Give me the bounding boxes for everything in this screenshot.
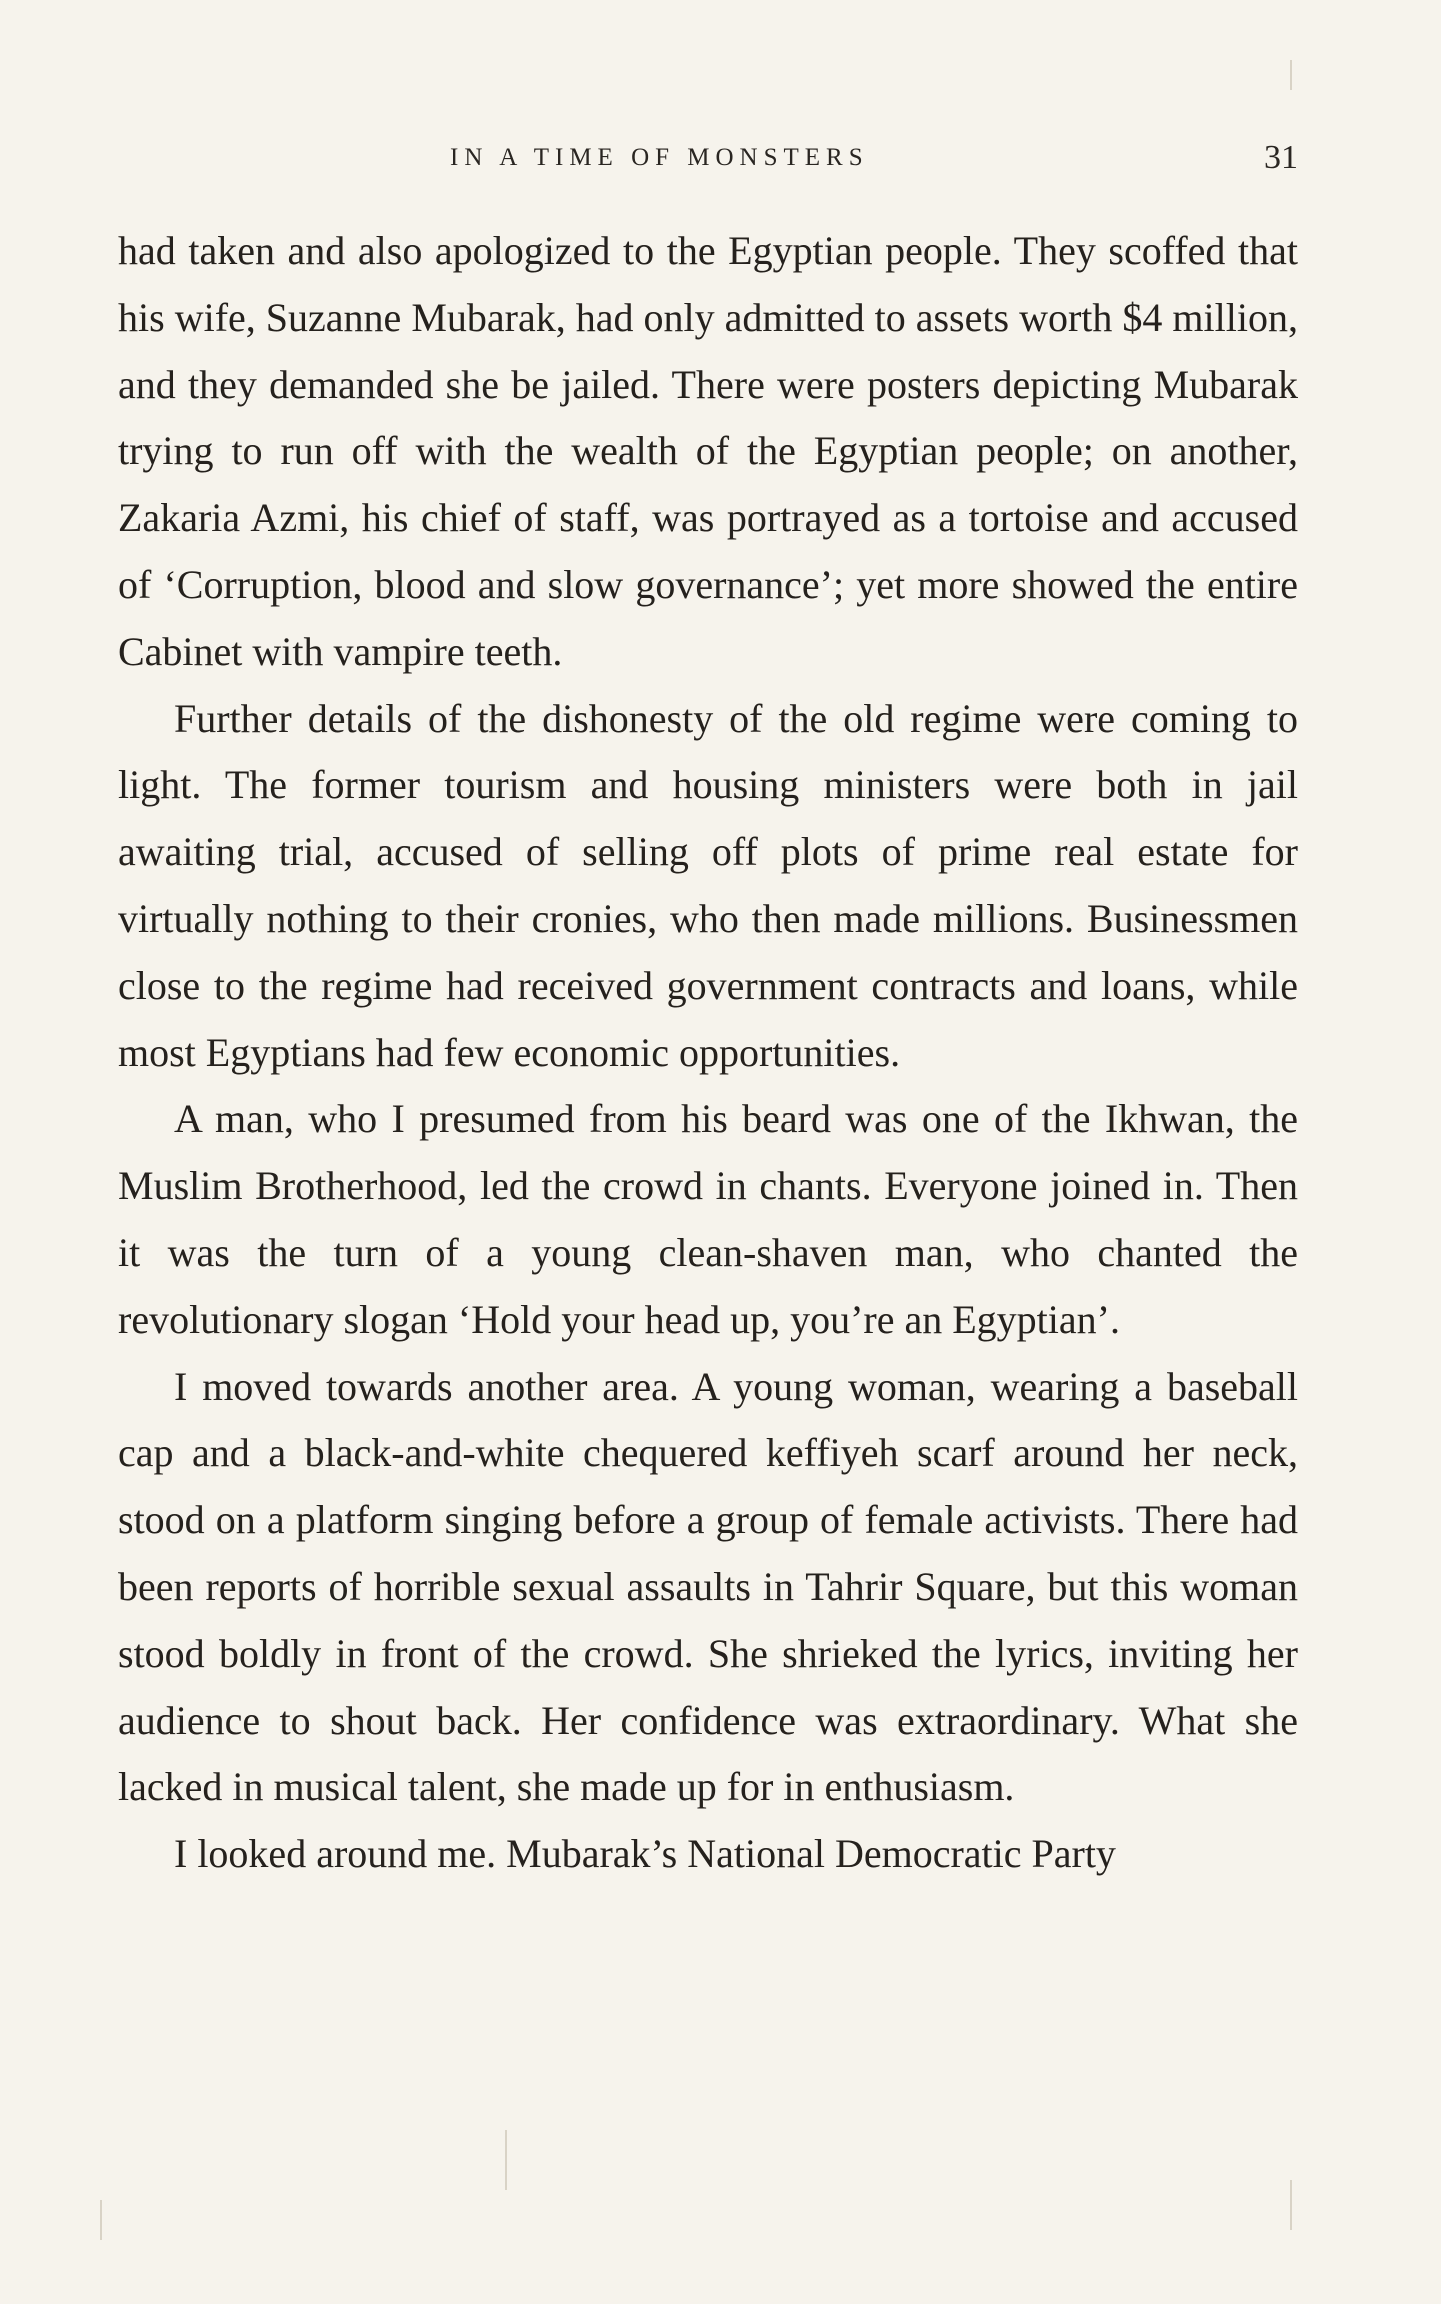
paragraph-1: had taken and also apologized to the Egyptian people. They scoffed that his wife, Suzanne Mubarak, had only admitted to assets worth $4 million, and they demanded she be jailed. There were posters depicting Mubarak trying to run off with the wealth of the Egyptian people; on another, Zakaria Azmi, his chief of staff, was portrayed as a tortoise and accused of ‘Corruption, blood and slow governance’; yet more showed the entire Cabinet with vampire teeth.	[118, 228, 1298, 674]
running-head	[118, 138, 1298, 178]
scan-mark-bottom-left	[100, 2200, 102, 2240]
paragraph-4: I moved towards another area. A young woman, wearing a baseball cap and a black-and-white chequered keffiyeh scarf around her neck, stood on a platform singing before a group of female activists. There had been reports of horrible sexual assaults in Tahrir Square, but this woman stood boldly in front of the crowd. She shrieked the lyrics, inviting her audience to shout back. Her confidence was extraordinary. What she lacked in musical talent, she made up for in enthusiasm.	[118, 1363, 1298, 1810]
scan-mark-bottom-center	[505, 2130, 507, 2190]
paragraph-3: A man, who I presumed from his beard was one of the Ikhwan, the Muslim Brotherhood, led the crowd in chants. Everyone joined in. Then it was the turn of a young clean-shaven man, who chanted the revolutionary slogan ‘Hold your head up, you’re an Egyptian’.	[118, 1096, 1298, 1342]
paragraph-2: Further details of the dishonesty of the old regime were coming to light. The former tourism and housing ministers were both in jail awaiting trial, accused of selling off plots of prime real estate for virtually nothing to their cronies, who then made millions. Businessmen close to the regime had received government contracts and loans, while most Egyptians had few economic opportunities.	[118, 695, 1298, 1075]
body-text	[118, 218, 1298, 1888]
page-number: 31	[1264, 139, 1298, 176]
scan-mark-top	[1290, 60, 1292, 90]
paragraph-5: I looked around me. Mubarak’s National Democratic Party	[174, 1831, 1116, 1877]
running-head-title: IN A TIME OF MONSTERS	[450, 144, 869, 171]
scan-mark-bottom-right	[1290, 2180, 1292, 2230]
